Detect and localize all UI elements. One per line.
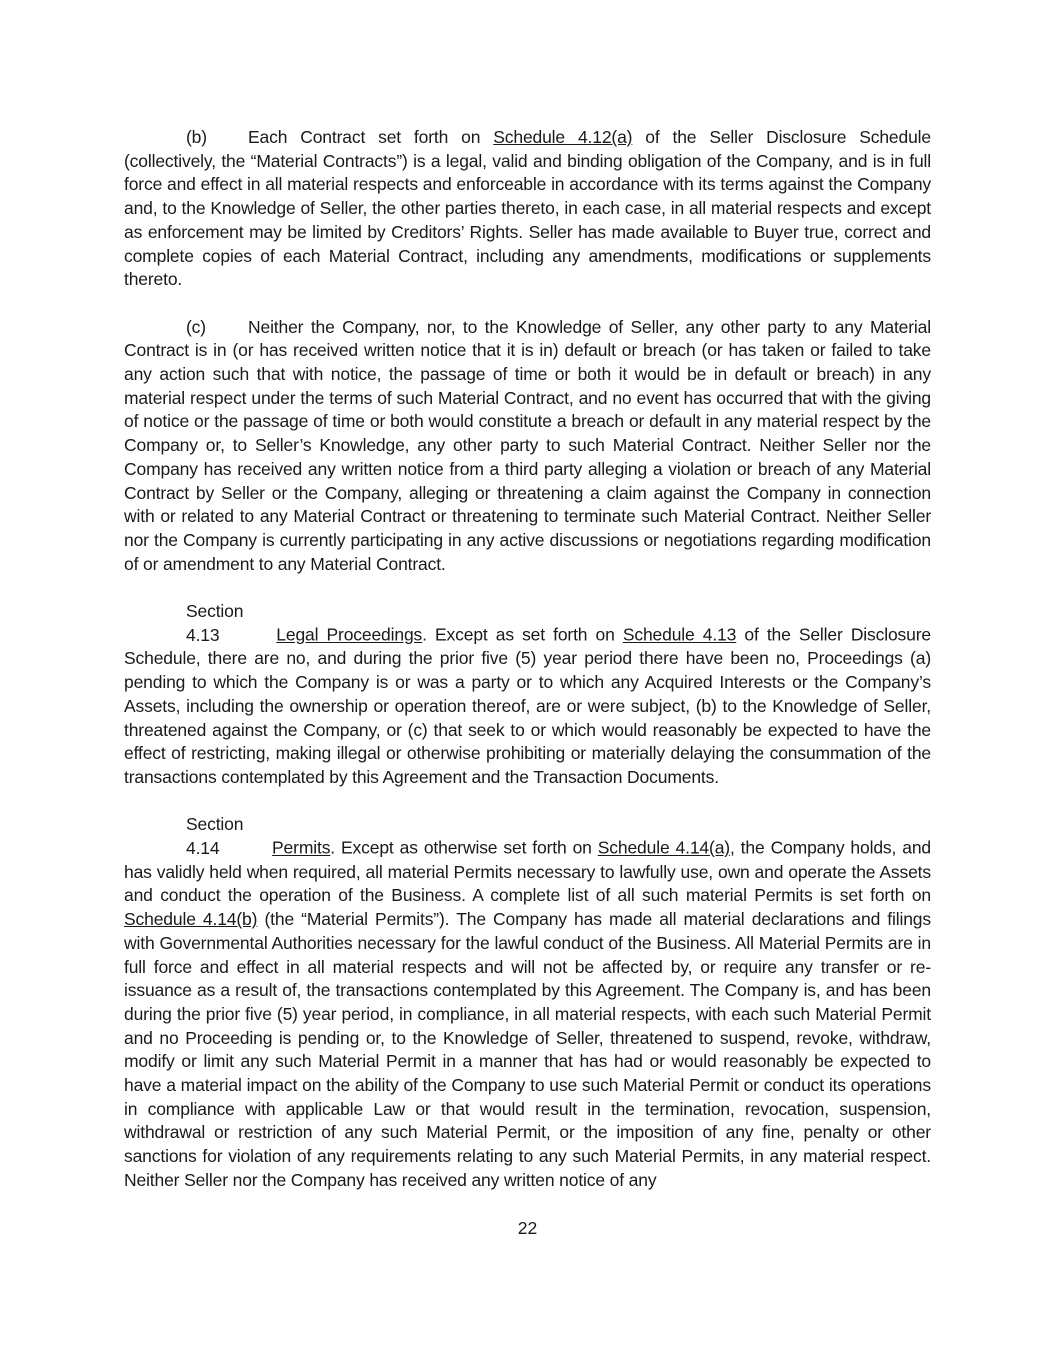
section-4-14-heading: Permits	[272, 838, 331, 859]
paragraph-c-text: Neither the Company, nor, to the Knowledge of Seller, any other party to any Material Contract is in (or has received written notice that it is in) default or breach (or has taken or failed to take any action such that with notice, the passage of time or both it would be in default or breach) in any material respect under the terms of such Material Contract, and no event has occurred that with the giving of notice or the passage of time or both would constitute a breach or default in any material respect by the Company or, to Seller’s Knowledge, any other party to such Material Contract. Neither Seller nor the Company has received any written notice from a third party alleging a violation or breach of any Material Contract by Seller or the Company, alleging or threatening a claim against the Company in connection with or related to any Material Contract or threatening to terminate such Material Contract. Neither Seller nor the Company is currently participating in any active discussions or negotiations regarding modification of or amendment to any Material Contract.	[124, 316, 931, 574]
section-4-14-text-1: . Except as otherwise set forth on	[330, 838, 598, 859]
document-page	[124, 126, 931, 1216]
section-4-13-number: Section 4.13	[186, 601, 244, 645]
schedule-4-13-reference: Schedule 4.13	[622, 624, 737, 645]
schedule-4-14b-reference: Schedule 4.14(b)	[124, 909, 258, 930]
paragraph-b	[124, 126, 931, 292]
section-4-14	[124, 813, 931, 1192]
section-4-13-text-2: of the Seller Disclosure Schedule, there are no, and during the prior five (5) year period there have been no, Proceedings (a) pending to which the Company is or was a party or to which any Acquired Interests or the Company’s Assets, including the ownership or operation thereof, are or were subject, (b) to the Knowledge of Seller, threatened against the Company, or (c) that seek to or which would reasonably be expected to have the effect of restricting, making illegal or otherwise prohibiting or materially delaying the consummation of the transactions contemplated by this Agreement and the Transaction Documents.	[124, 624, 932, 787]
section-4-14-number: Section 4.14	[186, 814, 244, 859]
schedule-4-12a-reference: Schedule 4.12(a)	[493, 127, 633, 147]
paragraph-c-marker: (c)	[186, 316, 206, 337]
paragraph-b-text-1: Each Contract set forth on	[248, 127, 494, 147]
section-4-13	[124, 600, 931, 790]
section-4-14-text-3: (the “Material Permits”). The Company has made all material declarations and filings with Governmental Authorities necessary for the lawful conduct of the Business. All Material Permits are in full force and effect in all material respects and will not be affected by, or require any transfer or re-issuance as a result of, the transactions contemplated by this Agreement. The Company is, and has been during the prior five (5) year period, in compliance, in all material respects, with each such Material Permit and no Proceeding is pending or, to the Knowledge of Seller, threatened to suspend, revoke, withdraw, modify or limit any such Material Permit in a manner that has had or would reasonably be expected to have a material impact on the ability of the Company to use such Material Permit or conduct its operations in compliance with applicable Law or that would result in the termination, revocation, suspension, withdrawal or restriction of any such Material Permit, or the imposition of any fine, penalty or other sanctions for violation of any requirements relating to any such Material Permits, in any material respect. Neither Seller nor the Company has received any written notice of any	[124, 909, 931, 1190]
page-number: 22	[517, 1218, 538, 1238]
paragraph-c	[124, 316, 931, 577]
paragraph-b-text-2: of the Seller Disclosure Schedule (collectively, the “Material Contracts”) is a legal, valid and binding obligation of the Company, and is in full force and effect in all material respects and enforceable in accordance with its terms against the Company and, to the Knowledge of Seller, the other parties thereto, in each case, in all material respects and except as enforcement may be limited by Creditors’ Rights. Seller has made available to Buyer true, correct and complete copies of each Material Contract, including any amendments, modifications or supplements thereto.	[124, 127, 931, 290]
paragraph-b-marker: (b)	[186, 127, 207, 147]
section-4-13-text-1: . Except as set forth on	[422, 624, 623, 645]
schedule-4-14a-reference: Schedule 4.14(a)	[597, 838, 730, 859]
section-4-14-text-2: , the Company holds, and has validly held when required, all material Permits necessary to lawfully use, own and operate the Assets and conduct the operation of the Business. A complete list of all such material Permits is set forth on	[124, 838, 931, 906]
section-4-13-heading: Legal Proceedings	[276, 624, 423, 645]
